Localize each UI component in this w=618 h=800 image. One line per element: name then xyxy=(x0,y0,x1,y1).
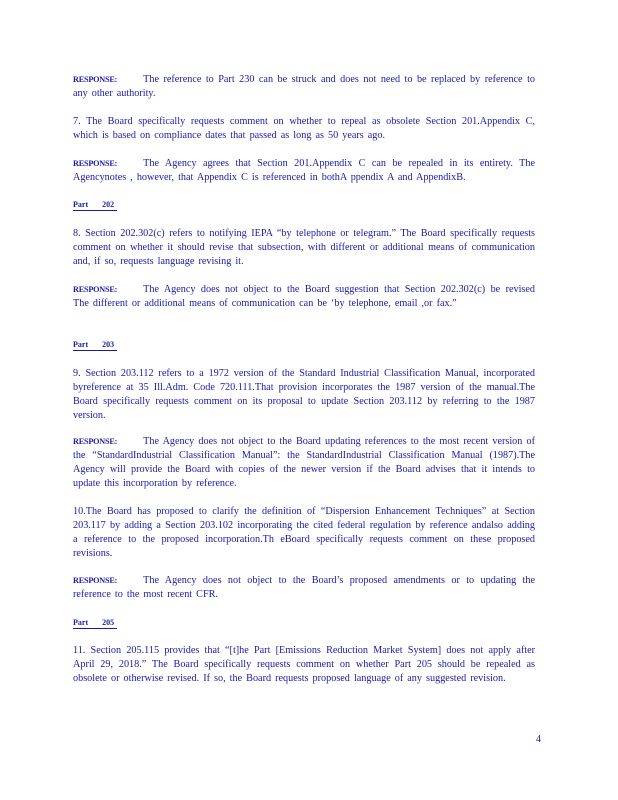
response-label: RESPONSE: xyxy=(73,437,118,446)
part-heading xyxy=(73,200,117,211)
part-number: 202 xyxy=(102,200,115,209)
part-heading xyxy=(73,618,117,629)
response-text: The Agency does not object to the Board’s proposed amendments or to updating the reference to the most recent CFR. xyxy=(73,575,535,600)
question-paragraph xyxy=(73,115,535,143)
response-label: RESPONSE: xyxy=(73,159,118,168)
part-number: 205 xyxy=(102,618,115,627)
part-number: 203 xyxy=(102,340,115,349)
question-text: 10.The Board has proposed to clarify the definition of “Dispersion Enhancement Techniques” at Section 203.117 by adding a Section 203.102 incorporating the cited federal regulation by reference andalso adding a reference to the proposed incorporation.Th eBoard specifically requests comment on these proposed revisions. xyxy=(73,506,535,559)
response-text: The Agency does not object to the Board updating references to the most recent version of the “StandardIndustrial Classification Manual”: the StandardIndustrial Classification Manual (1987).The Agency will provide the Board with copies of the newer version if the Board advises that it intends to update this incorporation by reference. xyxy=(73,436,535,489)
response-paragraph xyxy=(73,435,535,491)
question-paragraph xyxy=(73,505,535,561)
response-text: The Agency does not object to the Board suggestion that Section 202.302(c) be revised The different or additional means of communication can be ‘by telephone, email ,or fax.” xyxy=(73,284,535,309)
part-label: Part xyxy=(73,340,89,349)
part-heading xyxy=(73,340,117,351)
response-paragraph xyxy=(73,574,535,602)
page-number: 4 xyxy=(536,734,541,745)
response-paragraph xyxy=(73,283,535,311)
response-paragraph xyxy=(73,157,535,185)
response-text: The reference to Part 230 can be struck and does not need to be replaced by reference to any other authority. xyxy=(73,74,535,99)
question-paragraph xyxy=(73,367,535,423)
question-text: 8. Section 202.302(c) refers to notifying IEPA “by telephone or telegram.” The Board specifically requests comment on whether it should revise that subsection, with different or additional means of communication and, if so, requests language revising it. xyxy=(73,228,535,267)
part-label: Part xyxy=(73,618,89,627)
response-paragraph xyxy=(73,73,535,101)
question-paragraph xyxy=(73,227,535,269)
part-label: Part xyxy=(73,200,89,209)
question-text: 9. Section 203.112 refers to a 1972 version of the Standard Industrial Classification Manual, incorporated byreference at 35 Ill.Adm. Code 720.111.That provision incorporates the 1987 version of the manual.The Board specifically requests comment on its proposal to update Section 203.112 by referring to the 1987 version. xyxy=(73,368,535,421)
response-label: RESPONSE: xyxy=(73,576,118,585)
question-paragraph xyxy=(73,644,535,686)
response-text: The Agency agrees that Section 201.Appendix C can be repealed in its entirety. The Agencynotes , however, that Appendix C is referenced in bothA ppendix A and AppendixB. xyxy=(73,158,535,183)
response-label: RESPONSE: xyxy=(73,285,118,294)
question-text: 11. Section 205.115 provides that “[t]he Part [Emissions Reduction Market System] does not apply after April 29, 2018.” The Board specifically requests comment on whether Part 205 should be repealed as obsolete or otherwise revised. If so, the Board requests proposed language of any suggested revision. xyxy=(73,645,535,684)
question-text: 7. The Board specifically requests comment on whether to repeal as obsolete Section 201.Appendix C, which is based on compliance dates that passed as long as 50 years ago. xyxy=(73,116,535,141)
response-label: RESPONSE: xyxy=(73,75,118,84)
